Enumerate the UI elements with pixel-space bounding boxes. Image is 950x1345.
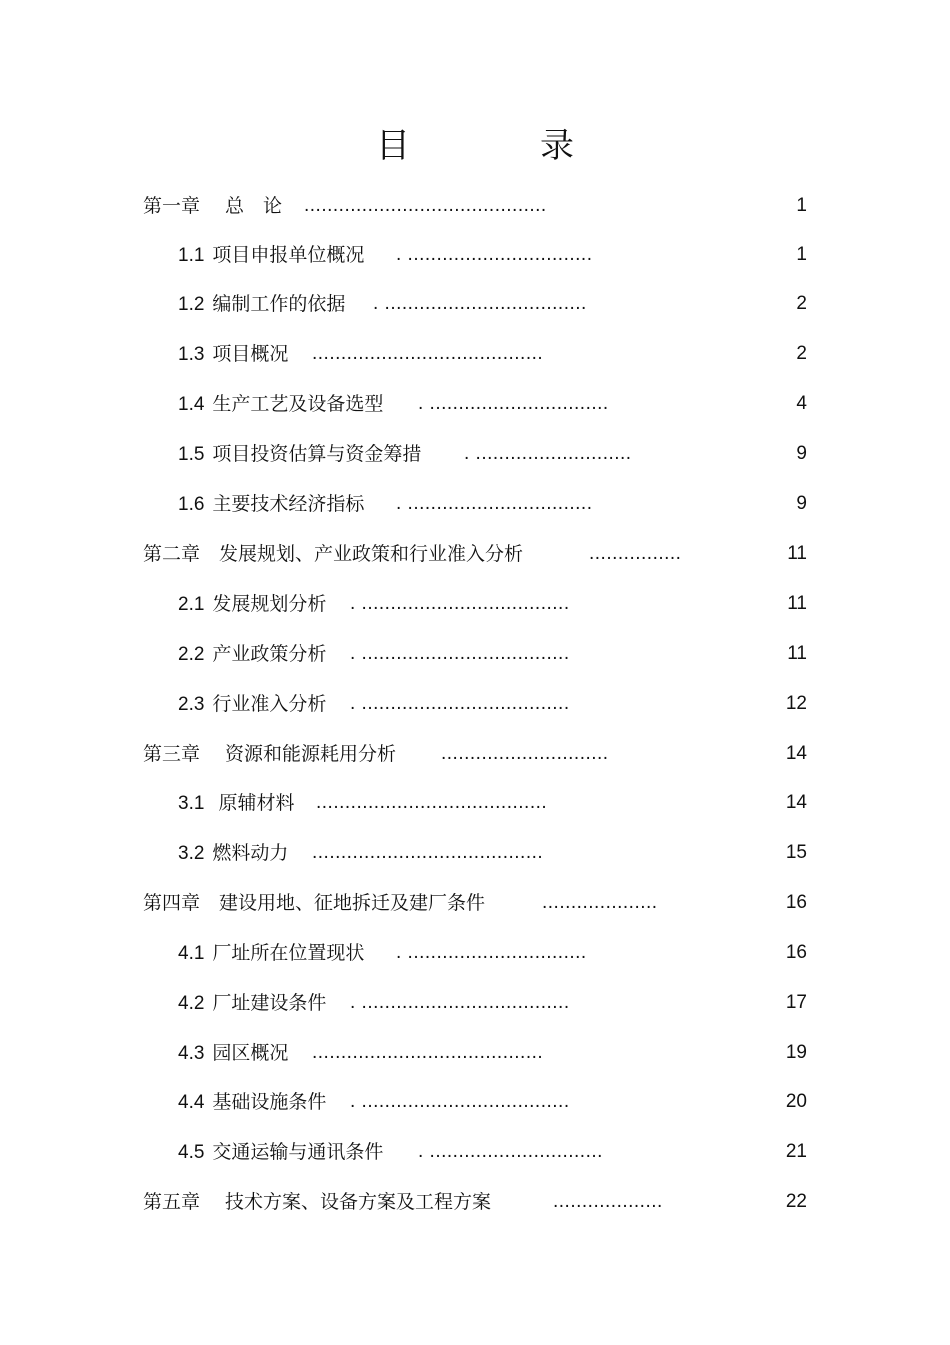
toc-entry-section-1-2[interactable] xyxy=(0,289,950,319)
toc-section-title: 项目申报单位概况 xyxy=(212,244,365,266)
toc-page-number: 9 xyxy=(796,443,807,464)
toc-section-title: 项目概况 xyxy=(212,343,289,365)
toc-section-title: 基础设施条件 xyxy=(212,1091,327,1113)
toc-entry-section-4-5[interactable] xyxy=(0,1137,950,1167)
toc-page-number: 2 xyxy=(796,343,807,364)
toc-page-number: 2 xyxy=(796,293,807,314)
toc-entry-section-4-4[interactable] xyxy=(0,1087,950,1117)
toc-section-number: 4.5 xyxy=(178,1142,205,1163)
toc-entry-label xyxy=(178,589,326,620)
toc-entry-label: 第一章 总 论 xyxy=(143,195,283,217)
toc-section-title: 交通运输与通讯条件 xyxy=(212,1141,384,1163)
toc-entry-label xyxy=(178,1137,383,1168)
toc-section-number: 2.3 xyxy=(178,694,205,715)
toc-entry-label: 第三章 资源和能源耗用分析 xyxy=(143,743,397,765)
toc-page-number: 11 xyxy=(787,593,807,614)
toc-entry-label xyxy=(178,938,364,969)
toc-section-title: 主要技术经济指标 xyxy=(212,493,365,515)
toc-leader-dots: . ................................ xyxy=(396,493,593,514)
toc-section-number: 1.3 xyxy=(178,344,205,365)
toc-page-number: 9 xyxy=(796,493,807,514)
toc-section-title: 燃料动力 xyxy=(212,842,289,864)
toc-entry-label xyxy=(178,788,294,819)
toc-entry-section-4-2[interactable] xyxy=(0,988,950,1018)
toc-section-title: 编制工作的依据 xyxy=(212,293,346,315)
toc-section-number: 2.2 xyxy=(178,644,205,665)
toc-entry-label: 第五章 技术方案、设备方案及工程方案 xyxy=(143,1191,492,1213)
toc-leader-dots: . ............................... xyxy=(418,393,609,414)
toc-entry-label xyxy=(178,289,345,320)
toc-leader-dots: ............................. xyxy=(441,743,609,764)
toc-entry-label xyxy=(178,339,288,370)
toc-entry-label xyxy=(178,838,288,869)
toc-entry-label xyxy=(178,988,326,1019)
toc-leader-dots: . .................................... xyxy=(350,643,570,664)
toc-page-number: 4 xyxy=(796,393,807,414)
toc-entry-section-4-3[interactable] xyxy=(0,1038,950,1068)
toc-leader-dots: ........................................ xyxy=(312,1042,544,1063)
toc-title: 目 录 xyxy=(376,126,622,166)
toc-section-number: 1.2 xyxy=(178,294,205,315)
toc-section-number: 4.3 xyxy=(178,1043,205,1064)
toc-entry-section-3-2[interactable] xyxy=(0,838,950,868)
toc-entry-label xyxy=(178,439,421,470)
toc-page-number: 20 xyxy=(785,1091,807,1112)
toc-page-number: 1 xyxy=(796,244,807,265)
toc-entry-label: 第四章 建设用地、征地拆迁及建厂条件 xyxy=(143,892,486,914)
toc-leader-dots: . ................................... xyxy=(373,293,587,314)
toc-section-number: 3.2 xyxy=(178,843,205,864)
toc-entry-label xyxy=(178,1087,326,1118)
toc-entry-section-1-4[interactable] xyxy=(0,389,950,419)
toc-section-number: 3.1 xyxy=(178,793,205,814)
toc-leader-dots: . .................................... xyxy=(350,992,570,1013)
toc-leader-dots: .................... xyxy=(542,892,658,913)
toc-section-number: 4.2 xyxy=(178,993,205,1014)
toc-entry-label xyxy=(178,689,326,720)
toc-page-number: 17 xyxy=(785,992,807,1013)
toc-leader-dots: ........................................ xyxy=(312,842,544,863)
toc-page-number: 12 xyxy=(785,693,807,714)
toc-page-number: 14 xyxy=(785,743,807,764)
toc-section-number: 1.4 xyxy=(178,394,205,415)
toc-page-number: 15 xyxy=(785,842,807,863)
toc-entry-chapter-1[interactable] xyxy=(0,191,950,221)
toc-entry-section-2-1[interactable] xyxy=(0,589,950,619)
toc-entry-label xyxy=(178,489,364,520)
toc-entry-section-1-6[interactable] xyxy=(0,489,950,519)
toc-page-number: 11 xyxy=(787,543,807,564)
toc-page-number: 16 xyxy=(785,892,807,913)
toc-leader-dots: . .................................... xyxy=(350,693,570,714)
toc-entry-section-4-1[interactable] xyxy=(0,938,950,968)
toc-entry-label: 第二章 发展规划、产业政策和行业准入分析 xyxy=(143,543,524,565)
toc-entry-section-2-3[interactable] xyxy=(0,689,950,719)
toc-section-title: 厂址建设条件 xyxy=(212,992,327,1014)
toc-leader-dots: . ................................ xyxy=(396,244,593,265)
toc-section-title: 生产工艺及设备选型 xyxy=(212,393,384,415)
toc-leader-dots: ................ xyxy=(589,543,682,564)
toc-section-number: 1.6 xyxy=(178,494,205,515)
toc-entry-chapter-5[interactable] xyxy=(0,1187,950,1217)
toc-leader-dots: . .............................. xyxy=(418,1141,603,1162)
toc-section-number: 4.4 xyxy=(178,1092,205,1113)
toc-section-number: 1.5 xyxy=(178,444,205,465)
toc-leader-dots: ........................................ xyxy=(316,792,548,813)
toc-page-number: 22 xyxy=(785,1191,807,1212)
toc-page-number: 19 xyxy=(785,1042,807,1063)
toc-leader-dots: .......................................... xyxy=(304,195,547,216)
toc-entry-section-3-1[interactable] xyxy=(0,788,950,818)
toc-entry-chapter-3[interactable] xyxy=(0,739,950,769)
toc-section-number: 1.1 xyxy=(178,245,205,266)
toc-page-number: 1 xyxy=(796,195,807,216)
toc-leader-dots: . ............................... xyxy=(396,942,587,963)
toc-entry-label xyxy=(178,389,383,420)
toc-leader-dots: . .................................... xyxy=(350,1091,570,1112)
toc-leader-dots: ................... xyxy=(553,1191,663,1212)
toc-entry-section-1-1[interactable] xyxy=(0,240,950,270)
toc-section-title: 行业准入分析 xyxy=(212,693,327,715)
toc-page-number: 14 xyxy=(785,792,807,813)
toc-section-title: 发展规划分析 xyxy=(212,593,327,615)
toc-entry-section-1-3[interactable] xyxy=(0,339,950,369)
toc-entry-chapter-2[interactable] xyxy=(0,539,950,569)
toc-section-number: 4.1 xyxy=(178,943,205,964)
toc-section-title: 产业政策分析 xyxy=(212,643,327,665)
toc-section-number: 2.1 xyxy=(178,594,205,615)
toc-entry-label xyxy=(178,240,364,271)
toc-entry-label xyxy=(178,639,326,670)
toc-leader-dots: ........................................ xyxy=(312,343,544,364)
toc-section-title: 项目投资估算与资金筹措 xyxy=(212,443,422,465)
toc-leader-dots: . ........................... xyxy=(464,443,632,464)
toc-entry-label xyxy=(178,1038,288,1069)
toc-page-number: 11 xyxy=(787,643,807,664)
toc-section-title: 原辅材料 xyxy=(212,792,295,814)
toc-entry-section-1-5[interactable] xyxy=(0,439,950,469)
toc-page-number: 21 xyxy=(785,1141,807,1162)
toc-section-title: 厂址所在位置现状 xyxy=(212,942,365,964)
toc-entry-chapter-4[interactable] xyxy=(0,888,950,918)
toc-section-title: 园区概况 xyxy=(212,1042,289,1064)
toc-leader-dots: . .................................... xyxy=(350,593,570,614)
toc-entry-section-2-2[interactable] xyxy=(0,639,950,669)
toc-page-number: 16 xyxy=(785,942,807,963)
